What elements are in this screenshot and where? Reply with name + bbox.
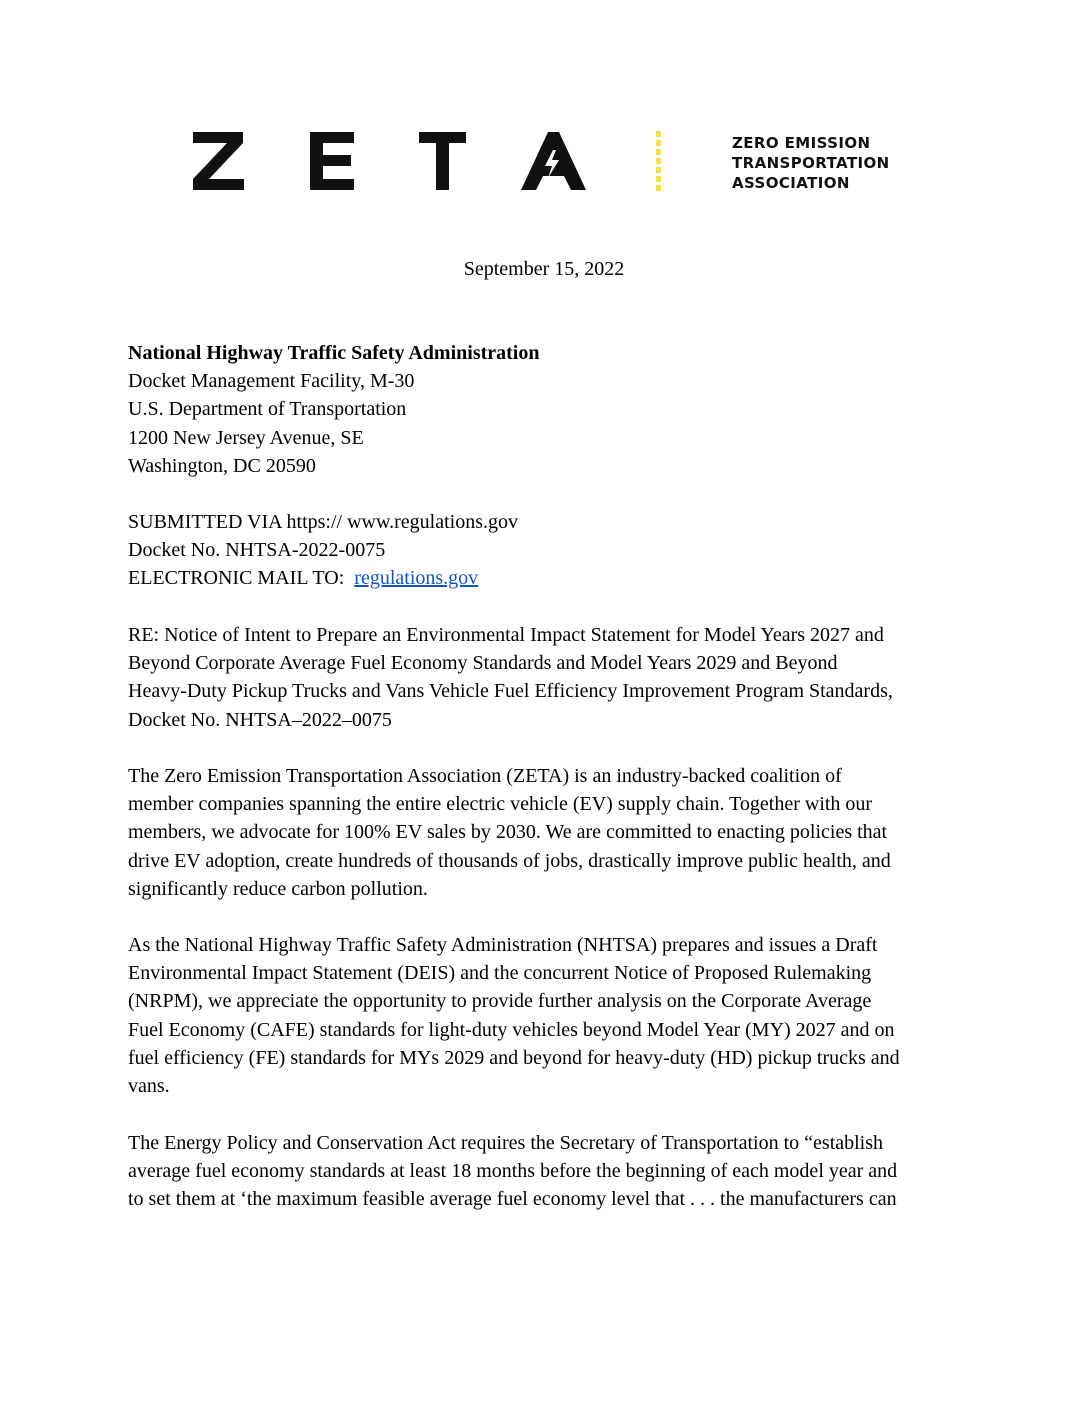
address-line: U.S. Department of Transportation [128, 398, 407, 421]
paragraph-line: to set them at ‘the maximum feasible average fuel economy level that . . . the manufacturers can [128, 1188, 897, 1211]
zeta-logo [193, 128, 913, 194]
paragraph-line: fuel efficiency (FE) standards for MYs 2029 and beyond for heavy-duty (HD) pickup trucks and [128, 1046, 900, 1069]
paragraph-line: (NRPM), we appreciate the opportunity to provide further analysis on the Corporate Average [128, 990, 872, 1013]
re-line: RE: Notice of Intent to Prepare an Environmental Impact Statement for Model Years 2027 and [128, 624, 884, 646]
re-subject [128, 621, 960, 734]
address-line: 1200 New Jersey Avenue, SE [128, 426, 364, 449]
paragraph-energy-policy [128, 1129, 960, 1214]
re-line: Docket No. NHTSA–2022–0075 [128, 708, 392, 731]
submission-info [128, 508, 960, 593]
paragraph-line: member companies spanning the entire electric vehicle (EV) supply chain. Together with our [128, 793, 873, 816]
address-line: Docket Management Facility, M-30 [128, 370, 415, 393]
paragraph-line: As the National Highway Traffic Safety Administration (NHTSA) prepares and issues a Draft [128, 934, 878, 956]
regulations-link[interactable]: regulations.gov [354, 567, 479, 590]
paragraph-zeta-intro [128, 762, 960, 903]
docket-number: Docket No. NHTSA-2022-0075 [128, 539, 386, 562]
paragraph-nhtsa-deis [128, 931, 960, 1100]
email-label: ELECTRONIC MAIL TO: [128, 567, 345, 590]
paragraph-line: The Energy Policy and Conservation Act requires the Secretary of Transportation to “establish [128, 1132, 884, 1154]
logo-divider [656, 131, 661, 191]
electronic-mail-line [128, 564, 960, 592]
paragraph-line: drive EV adoption, create hundreds of thousands of jobs, drastically improve public health, and [128, 849, 891, 872]
paragraph-line: vans. [128, 1075, 170, 1098]
letter-date: September 15, 2022 [463, 258, 625, 280]
paragraph-line: significantly reduce carbon pollution. [128, 877, 428, 900]
recipient-address [128, 339, 960, 480]
paragraph-line: The Zero Emission Transportation Association (ZETA) is an industry-backed coalition of [128, 765, 842, 787]
re-line: Heavy-Duty Pickup Trucks and Vans Vehicle Fuel Efficiency Improvement Program Standards, [128, 680, 893, 703]
paragraph-line: Fuel Economy (CAFE) standards for light-duty vehicles beyond Model Year (MY) 2027 and on [128, 1018, 895, 1041]
paragraph-line: members, we advocate for 100% EV sales by 2030. We are committed to enacting policies that [128, 821, 888, 844]
submitted-via: SUBMITTED VIA https:// www.regulations.gov [128, 511, 518, 533]
re-line: Beyond Corporate Average Fuel Economy Standards and Model Years 2029 and Beyond [128, 652, 838, 675]
organization-name: ZERO EMISSION TRANSPORTATION ASSOCIATION [732, 134, 890, 192]
paragraph-line: average fuel economy standards at least 18 months before the beginning of each model year and [128, 1160, 898, 1183]
recipient-name: National Highway Traffic Safety Administration [128, 342, 540, 364]
address-line: Washington, DC 20590 [128, 454, 316, 477]
paragraph-line: Environmental Impact Statement (DEIS) and the concurrent Notice of Proposed Rulemaking [128, 962, 872, 985]
zeta-wordmark-icon [193, 128, 593, 194]
